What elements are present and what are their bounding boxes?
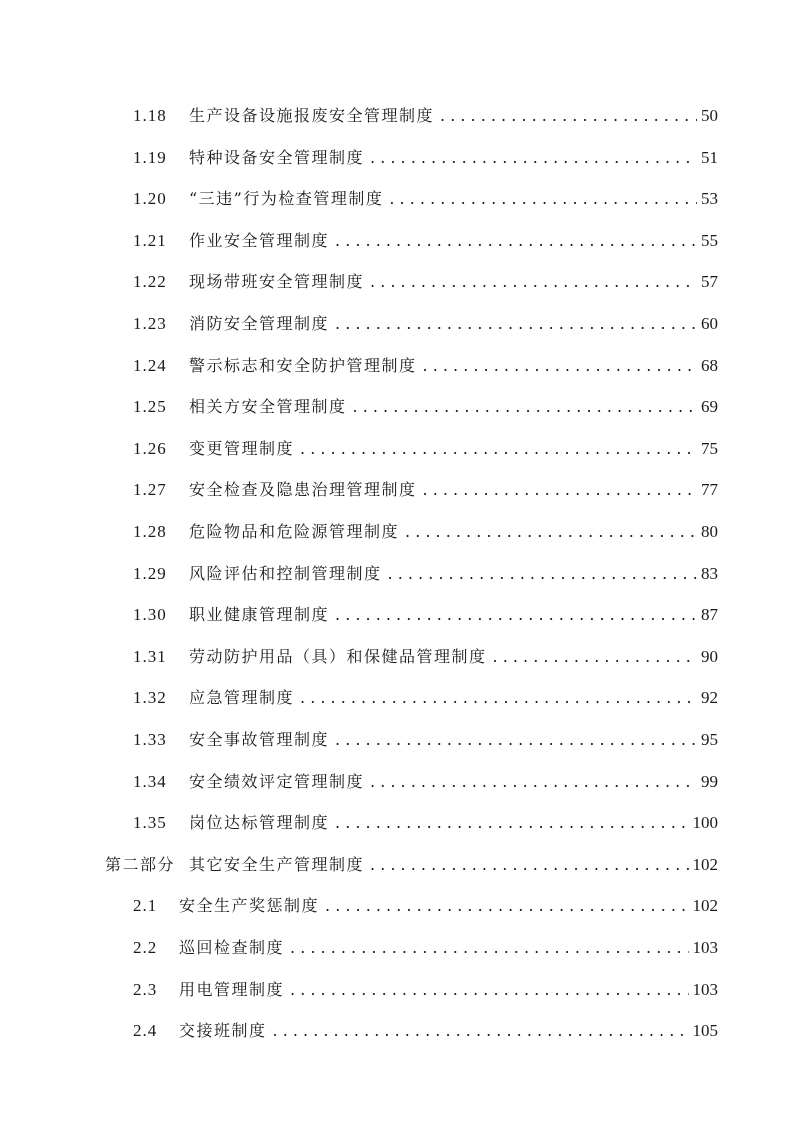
toc-part-title: 其它安全生产管理制度 <box>189 855 365 874</box>
toc-entry[interactable] <box>0 434 793 464</box>
toc-entry-number: 1.35 <box>133 813 167 832</box>
toc-entry[interactable] <box>0 143 793 173</box>
toc-dot-leader <box>353 392 697 422</box>
toc-entry[interactable] <box>0 808 793 838</box>
toc-entry[interactable] <box>0 267 793 297</box>
toc-entry-page: 103 <box>692 938 718 957</box>
toc-entry-page: 53 <box>701 189 718 208</box>
toc-entry-title: 安全事故管理制度 <box>189 730 330 749</box>
toc-entry-title: 用电管理制度 <box>179 980 285 999</box>
toc-dot-leader <box>335 808 688 838</box>
toc-entry-title: 应急管理制度 <box>189 688 295 707</box>
toc-entry-page: 102 <box>692 896 718 915</box>
toc-entry-page: 99 <box>701 772 718 791</box>
toc-entry[interactable] <box>0 475 793 505</box>
toc-entry-title: 现场带班安全管理制度 <box>189 272 365 291</box>
toc-entry[interactable] <box>0 559 793 589</box>
toc-entry[interactable] <box>0 517 793 547</box>
toc-entry-page: 68 <box>701 356 718 375</box>
toc-entry[interactable] <box>0 184 793 214</box>
toc-entry-title: 职业健康管理制度 <box>189 605 330 624</box>
toc-entry-page: 95 <box>701 730 718 749</box>
toc-entry-page: 69 <box>701 397 718 416</box>
toc-dot-leader <box>300 434 697 464</box>
toc-entry[interactable] <box>0 309 793 339</box>
toc-dot-leader <box>370 143 697 173</box>
toc-entry-number: 1.28 <box>133 522 167 541</box>
toc-entry-title: 危险物品和危险源管理制度 <box>189 522 400 541</box>
toc-entry-page: 51 <box>701 148 718 167</box>
toc-dot-leader <box>335 226 697 256</box>
toc-part-page: 102 <box>692 855 718 874</box>
toc-entry[interactable] <box>0 725 793 755</box>
toc-entry[interactable] <box>0 1016 793 1046</box>
toc-entry[interactable] <box>0 351 793 381</box>
toc-dot-leader <box>493 642 697 672</box>
toc-entry-number: 1.31 <box>133 647 167 666</box>
toc-dot-leader <box>273 1016 689 1046</box>
toc-entry-number: 1.32 <box>133 688 167 707</box>
toc-dot-leader <box>388 559 697 589</box>
toc-dot-leader <box>370 850 688 880</box>
toc-entry[interactable] <box>0 642 793 672</box>
toc-entry[interactable] <box>0 226 793 256</box>
toc-entry-number: 1.21 <box>133 231 167 250</box>
toc-entry-number: 1.27 <box>133 480 167 499</box>
toc-entry-number: 1.20 <box>133 189 167 208</box>
toc-entry-page: 50 <box>701 106 718 125</box>
toc-entry-title: 岗位达标管理制度 <box>189 813 330 832</box>
toc-entry-title: 安全生产奖惩制度 <box>179 896 320 915</box>
toc-entry-page: 92 <box>701 688 718 707</box>
toc-entry[interactable] <box>0 891 793 921</box>
toc-part-heading[interactable] <box>0 850 793 880</box>
toc-entry[interactable] <box>0 767 793 797</box>
toc-entry-number: 1.22 <box>133 272 167 291</box>
toc-entry-title: 风险评估和控制管理制度 <box>189 564 382 583</box>
toc-entry-page: 80 <box>701 522 718 541</box>
toc-entry-number: 2.4 <box>133 1021 158 1040</box>
toc-entry-title: 劳动防护用品（具）和保健品管理制度 <box>189 647 487 666</box>
toc-entry-page: 55 <box>701 231 718 250</box>
toc-dot-leader <box>370 267 697 297</box>
toc-entry-page: 77 <box>701 480 718 499</box>
toc-entry-number: 1.33 <box>133 730 167 749</box>
toc-entry-number: 1.23 <box>133 314 167 333</box>
toc-entry-page: 87 <box>701 605 718 624</box>
toc-entry-title: 特种设备安全管理制度 <box>189 148 365 167</box>
toc-entry-page: 100 <box>692 813 718 832</box>
toc-entry-title: 安全绩效评定管理制度 <box>189 772 365 791</box>
toc-entry[interactable] <box>0 392 793 422</box>
toc-dot-leader <box>335 725 697 755</box>
toc-entry-page: 83 <box>701 564 718 583</box>
toc-entry-title: 警示标志和安全防护管理制度 <box>189 356 417 375</box>
toc-entry-page: 103 <box>692 980 718 999</box>
toc-entry-title: 相关方安全管理制度 <box>189 397 347 416</box>
toc-entry-title: 作业安全管理制度 <box>189 231 330 250</box>
toc-entry-number: 1.29 <box>133 564 167 583</box>
toc-dot-leader <box>440 101 697 131</box>
toc-dot-leader <box>335 600 697 630</box>
toc-entry-page: 90 <box>701 647 718 666</box>
toc-entry-title: 巡回检查制度 <box>179 938 285 957</box>
toc-entry-title: 变更管理制度 <box>189 439 295 458</box>
toc-entry-page: 75 <box>701 439 718 458</box>
toc-dot-leader <box>325 891 688 921</box>
toc-entry-number: 1.24 <box>133 356 167 375</box>
toc-entry-number: 1.26 <box>133 439 167 458</box>
toc-entry-title: 安全检查及隐患治理管理制度 <box>189 480 417 499</box>
toc-dot-leader <box>389 184 697 214</box>
toc-dot-leader <box>335 309 697 339</box>
toc-dot-leader <box>423 351 697 381</box>
toc-entry[interactable] <box>0 933 793 963</box>
toc-entry-number: 1.19 <box>133 148 167 167</box>
toc-entry-title: 交接班制度 <box>179 1021 267 1040</box>
toc-entry[interactable] <box>0 600 793 630</box>
toc-entry-number: 2.1 <box>133 896 158 915</box>
toc-entry-number: 1.34 <box>133 772 167 791</box>
toc-entry-page: 105 <box>692 1021 718 1040</box>
toc-entry-title: 消防安全管理制度 <box>189 314 330 333</box>
toc-entry[interactable] <box>0 101 793 131</box>
toc-dot-leader <box>300 683 697 713</box>
toc-entry-page: 57 <box>701 272 718 291</box>
toc-entry-number: 1.18 <box>133 106 167 125</box>
toc-entry[interactable] <box>0 683 793 713</box>
toc-entry[interactable] <box>0 975 793 1005</box>
toc-dot-leader <box>290 975 688 1005</box>
toc-dot-leader <box>423 475 697 505</box>
toc-entry-number: 2.2 <box>133 938 158 957</box>
toc-entry-page: 60 <box>701 314 718 333</box>
toc-entry-number: 1.25 <box>133 397 167 416</box>
toc-dot-leader <box>405 517 697 547</box>
toc-dot-leader <box>290 933 688 963</box>
toc-entry-title: 生产设备设施报废安全管理制度 <box>189 106 435 125</box>
toc-dot-leader <box>370 767 697 797</box>
toc-entry-number: 2.3 <box>133 980 158 999</box>
toc-entry-title: “三违”行为检查管理制度 <box>189 189 384 208</box>
toc-entry-number: 1.30 <box>133 605 167 624</box>
toc-part-number: 第二部分 <box>105 855 176 874</box>
